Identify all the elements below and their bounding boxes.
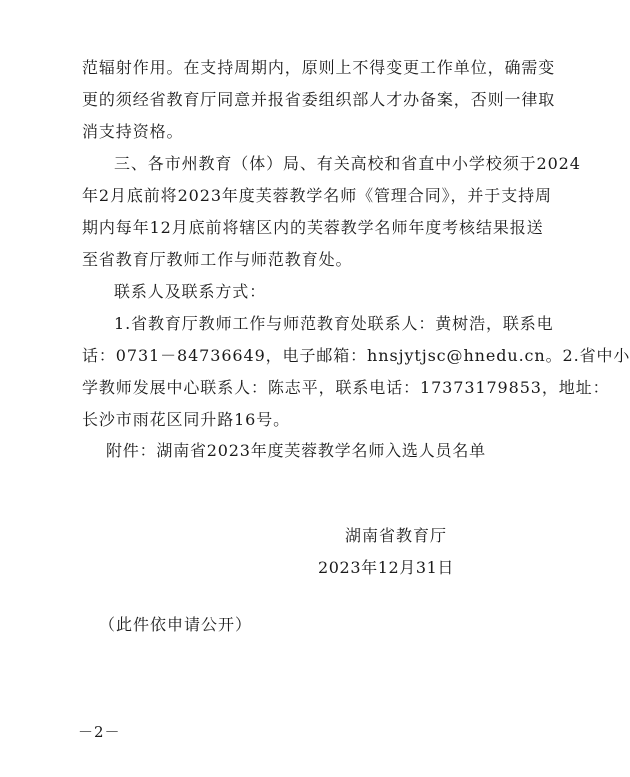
contact-heading: 联系人及联系方式： (114, 282, 267, 301)
paragraph-1-line-2: 更的须经省教育厅同意并报省委组织部人才办备案，否则一律取 (82, 90, 556, 109)
contact-line-1: 1.省教育厅教师工作与师范教育处联系人：黄树浩，联系电 (114, 314, 554, 333)
paragraph-2-line-2: 年2月底前将2023年度芙蓉教学名师《管理合同》，并于支持周 (82, 186, 552, 205)
paragraph-2-line-4: 至省教育厅教师工作与师范教育处。 (82, 250, 353, 269)
page-number: －2－ (78, 723, 121, 741)
contact-line-2: 话：0731－84736649，电子邮箱：hnsjytjsc@hnedu.cn。2.省中小 (82, 346, 630, 365)
signature-org: 湖南省教育厅 (345, 526, 448, 545)
disclosure-note: （此件依申请公开） (99, 615, 253, 634)
paragraph-2-line-1: 三、各市州教育（体）局、有关高校和省直中小学校须于2024 (114, 154, 581, 173)
contact-line-4: 长沙市雨花区同升路16号。 (82, 410, 291, 429)
signature-date: 2023年12月31日 (318, 558, 455, 577)
contact-line-3: 学教师发展中心联系人：陈志平，联系电话：17373179853，地址： (82, 378, 610, 397)
paragraph-2-line-3: 期内每年12月底前将辖区内的芙蓉教学名师年度考核结果报送 (82, 218, 544, 237)
paragraph-1-line-1: 范辐射作用。在支持周期内，原则上不得变更工作单位，确需变 (82, 58, 556, 77)
paragraph-1-line-3: 消支持资格。 (82, 122, 184, 141)
attachment-line: 附件：湖南省2023年度芙蓉教学名师入选人员名单 (106, 441, 486, 460)
